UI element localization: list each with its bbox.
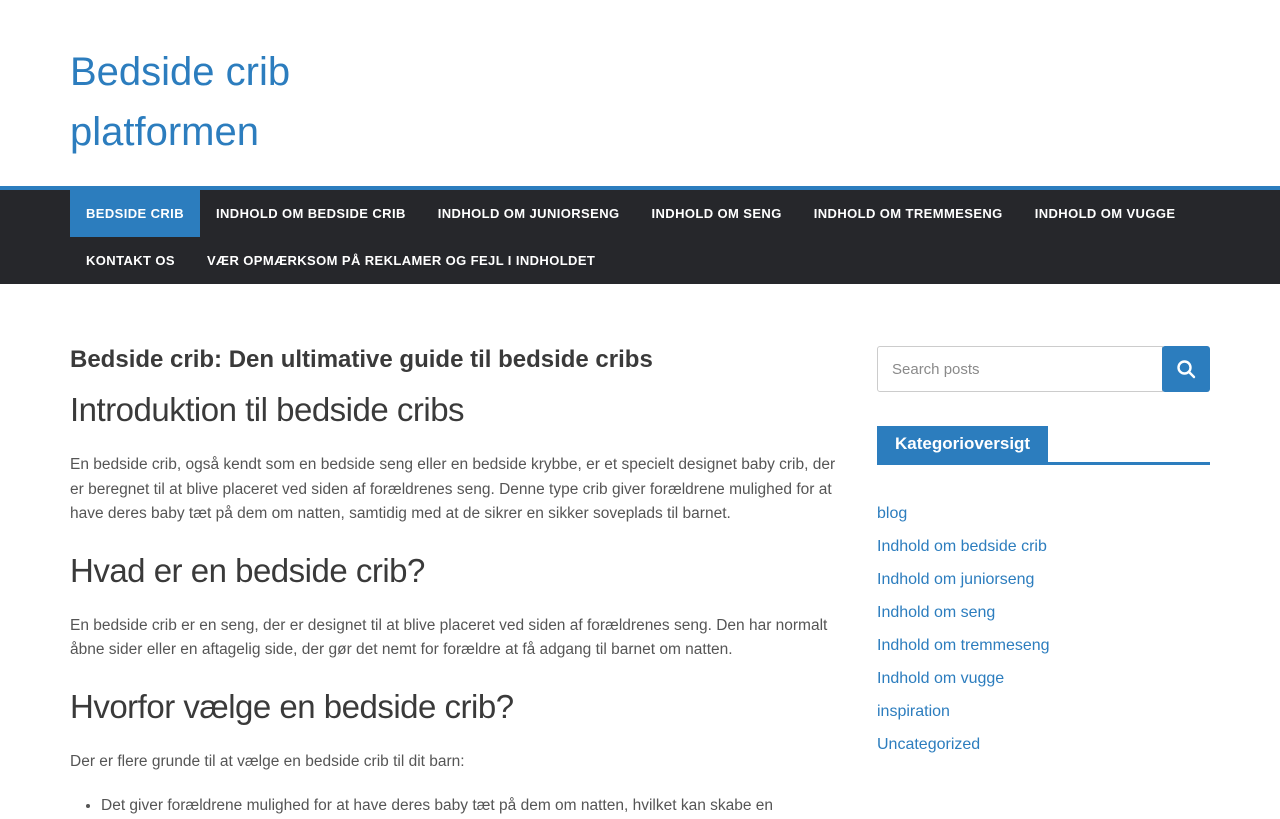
category-link-uncategorized[interactable]: Uncategorized bbox=[877, 736, 981, 753]
nav-item-indhold-om-vugge[interactable]: INDHOLD OM VUGGE bbox=[1034, 206, 1176, 221]
article-content bbox=[70, 346, 845, 819]
site-header bbox=[0, 0, 1280, 186]
list-item bbox=[877, 733, 1210, 756]
category-link-indhold-om-vugge[interactable]: Indhold om vugge bbox=[877, 670, 1005, 687]
category-link-blog[interactable]: blog bbox=[877, 505, 908, 522]
section-paragraph-hvorfor: Der er flere grunde til at vælge en bedside crib til dit barn: bbox=[70, 752, 465, 770]
category-link-inspiration[interactable]: inspiration bbox=[877, 703, 950, 720]
nav-item-indhold-om-seng[interactable]: INDHOLD OM SENG bbox=[651, 206, 782, 221]
search-input[interactable] bbox=[877, 346, 1163, 392]
category-link-indhold-om-tremmeseng[interactable]: Indhold om tremmeseng bbox=[877, 637, 1050, 654]
list-item bbox=[877, 535, 1210, 558]
section-paragraph-introduktion: En bedside crib, også kendt som en bedside seng eller en bedside krybbe, er et specielt designet baby crib, der er beregnet til at blive placeret ved siden af forældrenes seng. Denne type crib giver forældrene mulighed for at have deres baby tæt på dem om natten, samtidig med at de sikrer en sikker soveplads til barnet. bbox=[70, 456, 836, 522]
site-title-link[interactable]: Bedside crib platformen bbox=[70, 50, 291, 154]
nav-item-indhold-om-tremmeseng[interactable]: INDHOLD OM TREMMESENG bbox=[813, 206, 1003, 221]
categories-widget-title: Kategorioversigt bbox=[877, 426, 1048, 462]
reasons-list-item: • Det giver forældrene mulighed for at have deres baby tæt på dem om natten, hvilket kan skabe en bbox=[101, 794, 845, 819]
nav-item-indhold-om-bedside-crib[interactable]: INDHOLD OM BEDSIDE CRIB bbox=[215, 206, 406, 221]
list-item bbox=[877, 634, 1210, 657]
search-button[interactable] bbox=[1162, 346, 1210, 392]
page-body bbox=[0, 284, 1280, 819]
article-title: Bedside crib: Den ultimative guide til bedside cribs bbox=[70, 346, 653, 373]
section-heading-hvad-er: Hvad er en bedside crib? bbox=[70, 551, 425, 589]
search-form bbox=[877, 346, 1210, 392]
magnifier-icon bbox=[1175, 358, 1197, 380]
nav-list bbox=[70, 190, 1210, 284]
section-heading-hvorfor: Hvorfor vælge en bedside crib? bbox=[70, 687, 514, 725]
category-link-indhold-om-juniorseng[interactable]: Indhold om juniorseng bbox=[877, 571, 1035, 588]
list-item bbox=[877, 601, 1210, 624]
list-item bbox=[877, 502, 1210, 525]
nav-item-kontakt-os[interactable]: KONTAKT OS bbox=[86, 253, 175, 268]
list-item bbox=[877, 568, 1210, 591]
reasons-list bbox=[70, 794, 845, 819]
categories-widget-header bbox=[877, 426, 1210, 465]
nav-item-indhold-om-juniorseng[interactable]: INDHOLD OM JUNIORSENG bbox=[437, 206, 620, 221]
section-paragraph-hvad-er: En bedside crib er en seng, der er designet til at blive placeret ved siden af forældrenes seng. Den har normalt åbne sider eller en aftagelig side, der gør det nemt for forældre at få adgang til barnet om natten. bbox=[70, 616, 828, 658]
nav-item-bedside-crib[interactable]: BEDSIDE CRIB bbox=[70, 190, 200, 237]
list-item bbox=[877, 667, 1210, 690]
main-nav bbox=[0, 186, 1280, 284]
sidebar bbox=[877, 346, 1210, 819]
category-link-indhold-om-seng[interactable]: Indhold om seng bbox=[877, 604, 996, 621]
category-link-indhold-om-bedside-crib[interactable]: Indhold om bedside crib bbox=[877, 538, 1047, 555]
category-list bbox=[877, 502, 1210, 756]
section-heading-introduktion: Introduktion til bedside cribs bbox=[70, 391, 465, 428]
list-item bbox=[877, 700, 1210, 723]
nav-item-reklamer-og-fejl[interactable]: VÆR OPMÆRKSOM PÅ REKLAMER OG FEJL I INDHOLDET bbox=[206, 253, 596, 268]
